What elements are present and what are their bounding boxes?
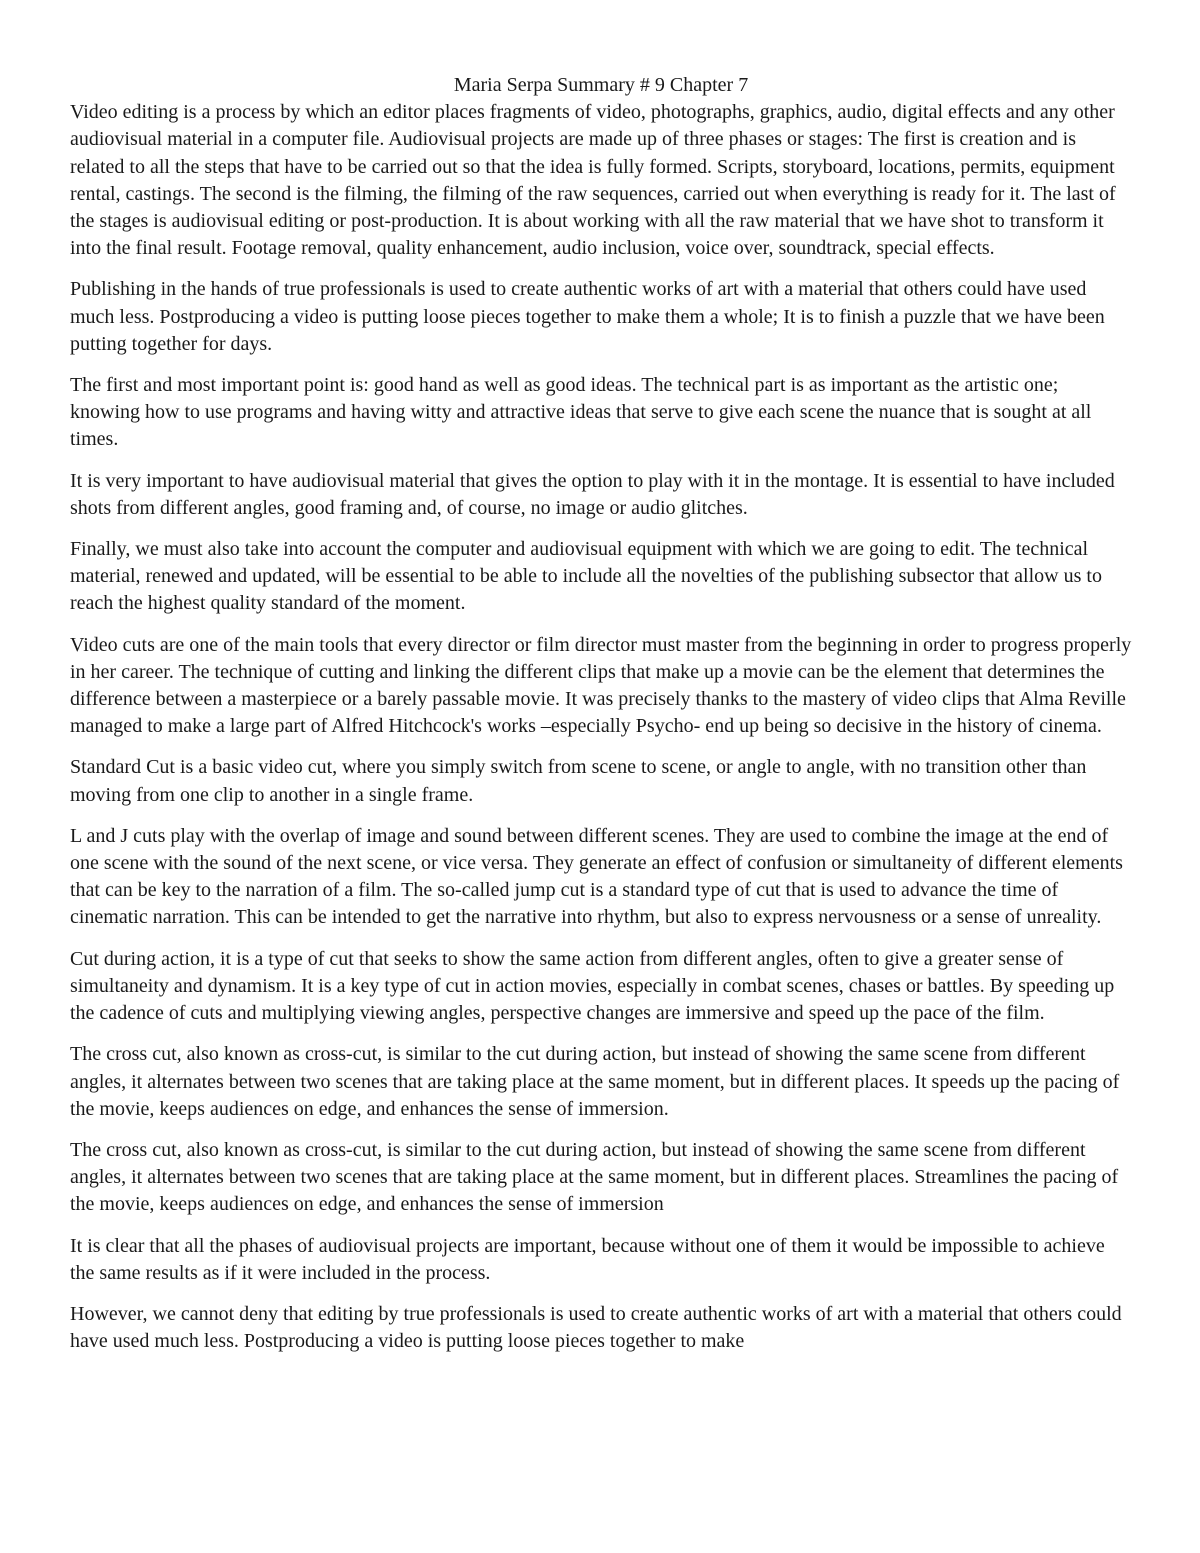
paragraph: It is very important to have audiovisual material that gives the option to play with it in the montage. It is essential to have included shots from different angles, good framing and, of course, no image or audio glitches.: [70, 469, 1115, 519]
paragraph: Standard Cut is a basic video cut, where you simply switch from scene to scene, or angle to angle, with no transition other than moving from one clip to another in a single frame.: [70, 756, 1087, 806]
paragraph: The cross cut, also known as cross-cut, is similar to the cut during action, but instead of showing the same scene from different angles, it alternates between two scenes that are taking place at the same moment, but in different places. Streamlines the pacing of the movie, keeps audiences on edge, and enhances the sense of immersion: [70, 1138, 1119, 1216]
paragraph: Finally, we must also take into account the computer and audiovisual equipment with which we are going to edit. The technical material, renewed and updated, will be essential to be able to include all the novelties of the publishing subsector that allow us to reach the highest quality standard of the moment.: [70, 538, 1102, 615]
document-body: [70, 72, 1132, 1369]
document-title: Maria Serpa Summary # 9 Chapter 7: [453, 74, 749, 96]
paragraph: Video editing is a process by which an editor places fragments of video, photographs, graphics, audio, digital effects and any other audiovisual material in a computer file. Audiovisual projects are made up of three phases or stages: The first is creation and is related to all the steps that have to be carried out so that the idea is fully formed. Scripts, storyboard, locations, permits, equipment rental, castings. The second is the filming, the filming of the raw sequences, carried out when everything is ready for it. The last of the stages is audiovisual editing or post-production. It is about working with all the raw material that we have shot to transform it into the final result. Footage removal, quality enhancement, audio inclusion, voice over, soundtrack, special effects.: [70, 101, 1116, 260]
paragraph: Publishing in the hands of true professionals is used to create authentic works of art with a material that others could have used much less. Postproducing a video is putting loose pieces together to make them a whole; It is to finish a puzzle that we have been putting together for days.: [70, 278, 1105, 355]
paragraph: The cross cut, also known as cross-cut, is similar to the cut during action, but instead of showing the same scene from different angles, it alternates between two scenes that are taking place at the same moment, but in different places. It speeds up the pacing of the movie, keeps audiences on edge, and enhances the sense of immersion.: [70, 1043, 1120, 1120]
paragraph: L and J cuts play with the overlap of image and sound between different scenes. They are used to combine the image at the end of one scene with the sound of the next scene, or vice versa. They generate an effect of confusion or simultaneity of different elements that can be key to the narration of a film. The so-called jump cut is a standard type of cut that is used to advance the time of cinematic narration. This can be intended to get the narrative into rhythm, but also to express nervousness or a sense of unreality.: [70, 824, 1123, 929]
paragraph: Video cuts are one of the main tools that every director or film director must master from the beginning in order to progress properly in her career. The technique of cutting and linking the different clips that make up a movie can be the element that determines the difference between a masterpiece or a barely passable movie. It was precisely thanks to the mastery of video clips that Alma Reville managed to make a large part of Alfred Hitchcock's works –especially Psycho- end up being so decisive in the history of cinema.: [70, 633, 1132, 738]
paragraph: The first and most important point is: good hand as well as good ideas. The technical part is as important as the artistic one; knowing how to use programs and having witty and attractive ideas that serve to give each scene the nuance that is sought at all times.: [70, 374, 1092, 451]
paragraph: It is clear that all the phases of audiovisual projects are important, because without one of them it would be impossible to achieve the same results as if it were included in the process.: [70, 1234, 1105, 1284]
paragraph: However, we cannot deny that editing by true professionals is used to create authentic works of art with a material that others could have used much less. Postproducing a video is putting loose pieces together to make: [70, 1302, 1122, 1353]
paragraph: Cut during action, it is a type of cut that seeks to show the same action from different angles, often to give a greater sense of simultaneity and dynamism. It is a key type of cut in action movies, especially in combat scenes, chases or battles. By speeding up the cadence of cuts and multiplying viewing angles, perspective changes are immersive and speed up the pace of the film.: [70, 947, 1115, 1025]
